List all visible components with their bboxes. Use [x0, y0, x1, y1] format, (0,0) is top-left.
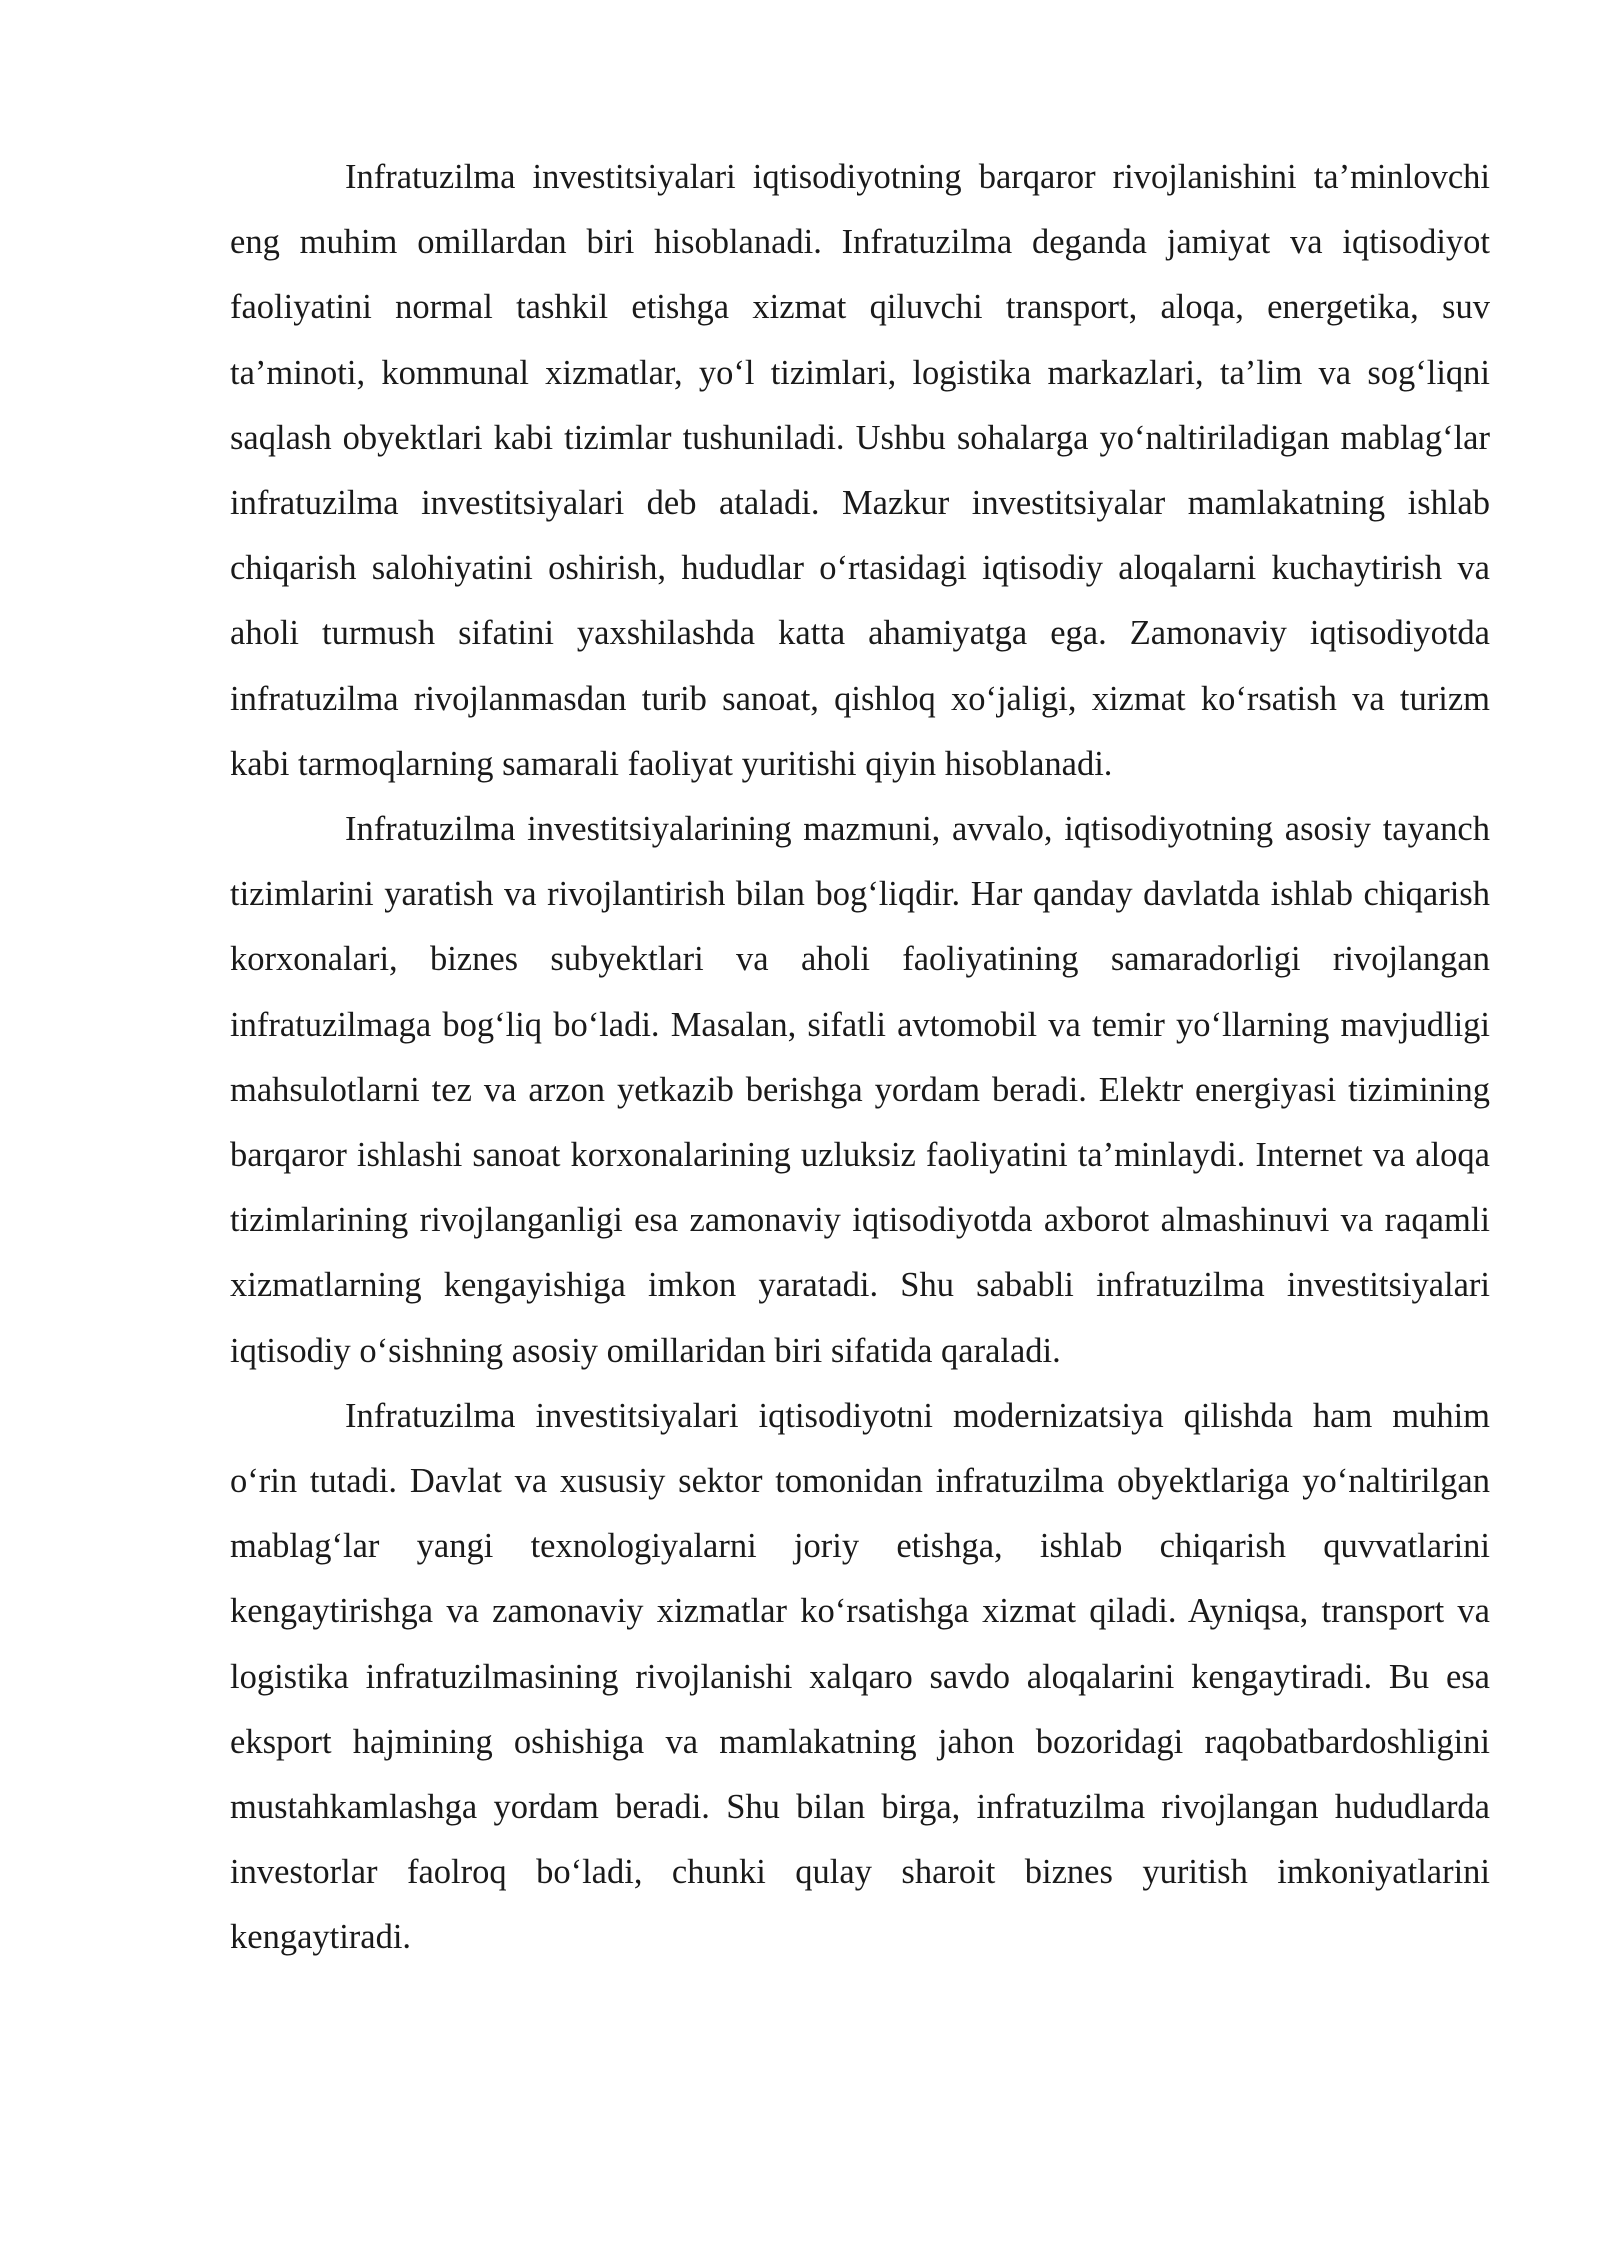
paragraph-2: Infratuzilma investitsiyalarining mazmuni, avvalo, iqtisodiyotning asosiy tayanch tizimlarini yaratish va rivojlantirish bilan bog‘liqdir. Har qanday davlatda ishlab chiqarish korxonalari, biznes subyektlari va aholi faoliyatining samaradorligi rivojlangan infratuzilmaga bog‘liq bo‘ladi. Masalan, sifatli avtomobil va temir yo‘llarning mavjudligi mahsulotlarni tez va arzon yetkazib berishga yordam beradi. Elektr energiyasi tizimining barqaror ishlashi sanoat korxonalarining uzluksiz faoliyatini ta’minlaydi. Internet va aloqa tizimlarining rivojlanganligi esa zamonaviy iqtisodiyotda axborot almashinuvi va raqamli xizmatlarning kengayishiga imkon yaratadi. Shu sababli infratuzilma investitsiyalari iqtisodiy o‘sishning asosiy omillaridan biri sifatida qaraladi.: [230, 810, 1490, 1370]
paragraph-3: Infratuzilma investitsiyalari iqtisodiyotni modernizatsiya qilishda ham muhim o‘rin tutadi. Davlat va xususiy sektor tomonidan infratuzilma obyektlariga yo‘naltirilgan mablag‘lar yangi texnologiyalarni joriy etishga, ishlab chiqarish quvvatlarini kengaytirishga va zamonaviy xizmatlar ko‘rsatishga xizmat qiladi. Ayniqsa, transport va logistika infratuzilmasining rivojlanishi xalqaro savdo aloqalarini kengaytiradi. Bu esa eksport hajmining oshishiga va mamlakatning jahon bozoridagi raqobatbardoshligini mustahkamlashga yordam beradi. Shu bilan birga, infratuzilma rivojlangan hududlarda investorlar faolroq bo‘ladi, chunki qulay sharoit biznes yuritish imkoniyatlarini kengaytiradi.: [230, 1396, 1490, 1957]
document-page: [230, 145, 1490, 1971]
paragraph-1: Infratuzilma investitsiyalari iqtisodiyotning barqaror rivojlanishini ta’minlovchi eng muhim omillardan biri hisoblanadi. Infratuzilma deganda jamiyat va iqtisodiyot faoliyatini normal tashkil etishga xizmat qiluvchi transport, aloqa, energetika, suv ta’minoti, kommunal xizmatlar, yo‘l tizimlari, logistika markazlari, ta’lim va sog‘liqni saqlash obyektlari kabi tizimlar tushuniladi. Ushbu sohalarga yo‘naltiriladigan mablag‘lar infratuzilma investitsiyalari deb ataladi. Mazkur investitsiyalar mamlakatning ishlab chiqarish salohiyatini oshirish, hududlar o‘rtasidagi iqtisodiy aloqalarni kuchaytirish va aholi turmush sifatini yaxshilashda katta ahamiyatga ega. Zamonaviy iqtisodiyotda infratuzilma rivojlanmasdan turib sanoat, qishloq xo‘jaligi, xizmat ko‘rsatish va turizm kabi tarmoqlarning samarali faoliyat yuritishi qiyin hisoblanadi.: [230, 158, 1490, 783]
